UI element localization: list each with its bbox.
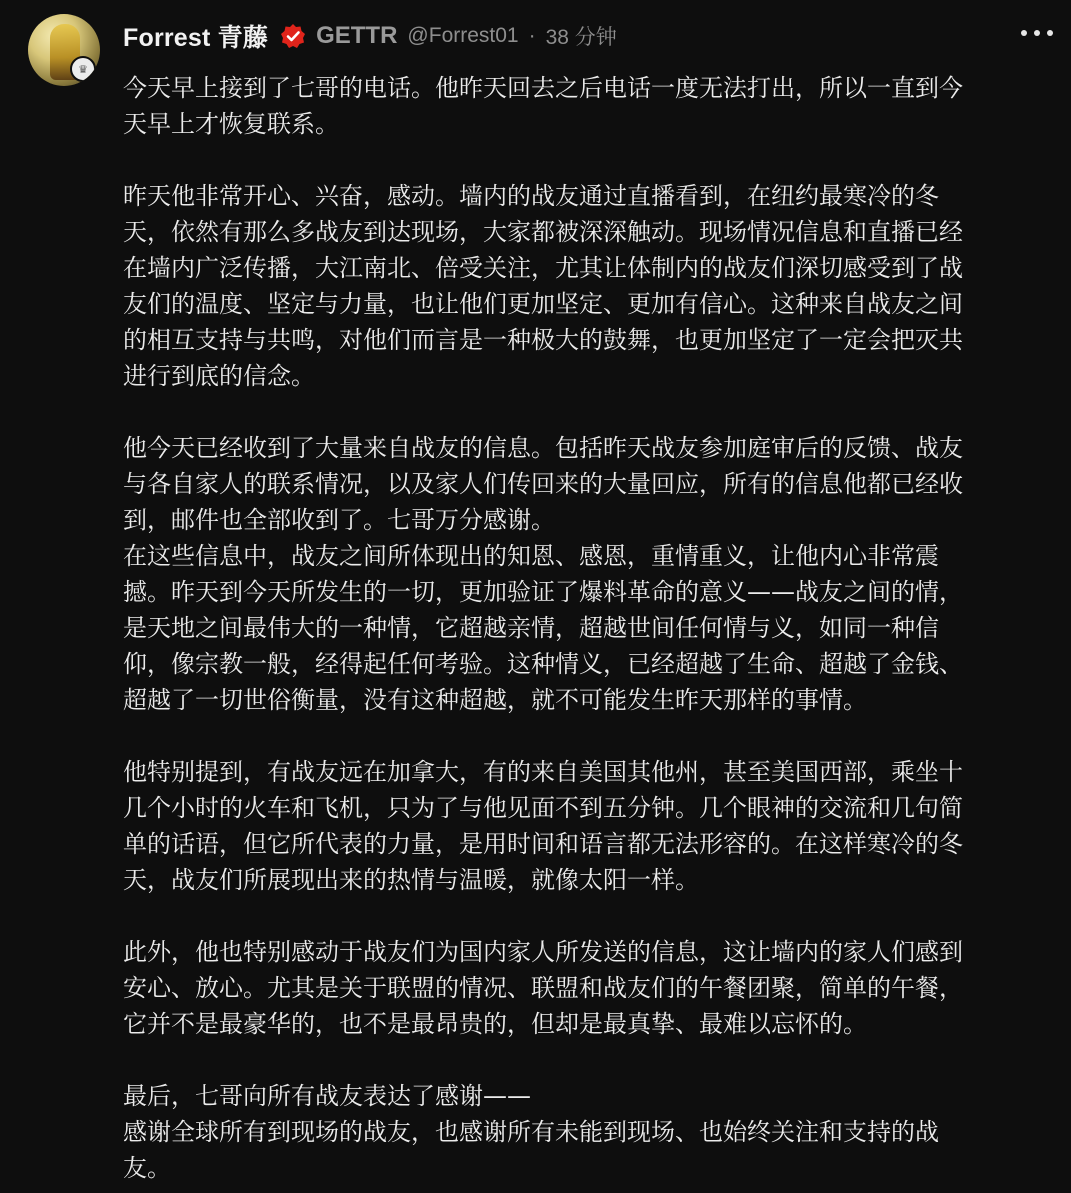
avatar-level-badge-icon: ♛ bbox=[70, 56, 96, 82]
post-paragraph-3: 他今天已经收到了大量来自战友的信息。包括昨天战友参加庭审后的反馈、战友 与各自家人的联系情况，以及家人们传回来的大量回应，所有的信息他都已经收 到，邮件也全部收到了。七哥万分感谢。 在这些信息中，战友之间所体现出的知恩、感恩，重情重义，让他内心非常震 撼。昨天到今天所发生的一切，更加验证了爆料革命的意义——战友之间的情， 是天地之间最伟大的一种情，它超越亲情，超越世间任何情与义，如同一种信 仰，像宗教一般，经得起任何考验。这种情义，已经超越了生命、超越了金钱、 超越了一切世俗衡量，没有这种超越，就不可能发生昨天那样的事情。 bbox=[123, 434, 963, 714]
post-paragraph-6: 最后，七哥向所有战友表达了感谢—— 感谢全球所有到现场的战友，也感谢所有未能到现场、也始终关注和支持的战 友。 bbox=[123, 1082, 939, 1182]
author-display-name[interactable]: Forrest 青藤 bbox=[123, 24, 269, 52]
post-paragraph-4: 他特别提到，有战友远在加拿大，有的来自美国其他州，甚至美国西部，乘坐十 几个小时的火车和飞机，只为了与他见面不到五分钟。几个眼神的交流和几句简 单的话语，但它所代表的力量，是用时间和语言都无法形容的。在这样寒冷的冬 天，战友们所展现出来的热情与温暖，就像太阳一样。 bbox=[123, 758, 963, 894]
more-dot-2 bbox=[1034, 30, 1040, 36]
more-dot-1 bbox=[1021, 30, 1027, 36]
author-handle[interactable]: @Forrest01 bbox=[407, 24, 519, 47]
more-horizontal-icon[interactable] bbox=[1021, 26, 1053, 40]
post-paragraph-1: 今天早上接到了七哥的电话。他昨天回去之后电话一度无法打出，所以一直到今 天早上才恢复联系。 bbox=[123, 74, 963, 138]
post-timestamp[interactable]: 38 分钟 bbox=[545, 26, 617, 49]
post-body bbox=[123, 70, 1028, 1186]
post-header bbox=[123, 16, 617, 56]
author-avatar[interactable] bbox=[28, 14, 100, 86]
more-dot-3 bbox=[1047, 30, 1053, 36]
post-paragraph-5: 此外，他也特别感动于战友们为国内家人所发送的信息，这让墙内的家人们感到 安心、放心。尤其是关于联盟的情况、联盟和战友们的午餐团聚，简单的午餐， 它并不是最豪华的，也不是最昂贵的，但却是最真挚、最难以忘怀的。 bbox=[123, 938, 963, 1038]
post-paragraph-2: 昨天他非常开心、兴奋，感动。墙内的战友通过直播看到，在纽约最寒冷的冬 天，依然有那么多战友到达现场，大家都被深深触动。现场情况信息和直播已经 在墙内广泛传播，大江南北、倍受关注，尤其让体制内的战友们深切感受到了战 友们的温度、坚定与力量，也让他们更加坚定、更加有信心。这种来自战友之间 的相互支持与共鸣，对他们而言是一种极大的鼓舞，也更加坚定了一定会把灭共 进行到底的信念。 bbox=[123, 182, 963, 390]
verified-badge-icon bbox=[280, 23, 306, 49]
meta-separator: · bbox=[528, 24, 536, 47]
platform-name: GETTR bbox=[316, 22, 398, 49]
